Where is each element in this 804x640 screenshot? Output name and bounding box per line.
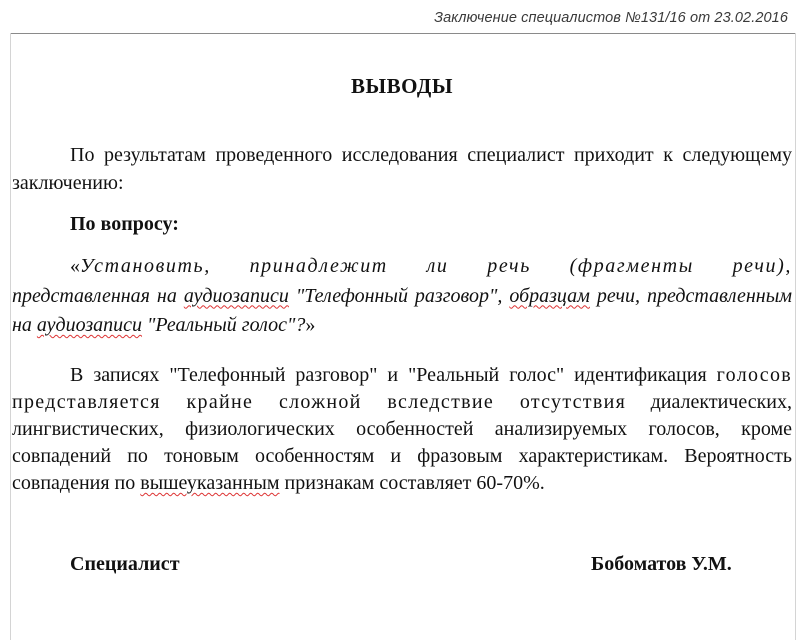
quote-open: « bbox=[70, 255, 80, 277]
page-border-right bbox=[795, 33, 796, 640]
signature-name: Бобоматов У.М. bbox=[591, 553, 732, 575]
intro-text: По результатам проведенного исследования специалист приходит к следующему заключению: bbox=[12, 144, 792, 194]
quote-line-3c: "Реальный голос"? bbox=[142, 314, 306, 336]
page-header: Заключение специалистов №131/16 от 23.02.2016 bbox=[434, 10, 788, 26]
conclusion-line-1: В записях "Телефонный разговор" и "Реальный голос" идентификация bbox=[70, 364, 707, 386]
quote-line-2a: представленная на bbox=[12, 284, 184, 307]
conclusion-paragraph bbox=[12, 362, 792, 497]
conclusion-line-3: диалектических, лингвистических, физиологических особенностей bbox=[12, 391, 793, 440]
quote-line-3b: аудиозаписи bbox=[36, 314, 143, 336]
quote-line-3a: представленным на bbox=[12, 284, 793, 336]
signature-role: Специалист bbox=[70, 553, 180, 575]
quote-close: » bbox=[305, 314, 316, 336]
quote-line-2d: образцам bbox=[509, 284, 590, 307]
page-border-left bbox=[10, 33, 11, 640]
conclusion-line-6: признакам составляет 60-70%. bbox=[284, 472, 545, 494]
header-divider bbox=[10, 33, 796, 34]
quote-line-2b: аудиозаписи bbox=[183, 284, 289, 307]
conclusion-line-4: анализируемых голосов, кроме совпадений по тоновым особенностям и bbox=[12, 418, 793, 467]
conclusion-line-5a: фразовым характеристикам. Вероятность совпадения по bbox=[12, 445, 793, 494]
conclusion-line-5b: вышеуказанным bbox=[140, 472, 280, 494]
quote-line-1: Установить, принадлежит ли речь (фрагменты речи), bbox=[80, 255, 792, 277]
section-title: ВЫВОДЫ bbox=[351, 74, 453, 98]
question-label: По вопросу: bbox=[70, 213, 179, 235]
quote-line-2c: "Телефонный разговор", bbox=[288, 284, 510, 307]
intro-paragraph bbox=[12, 141, 792, 197]
question-quote bbox=[12, 252, 792, 341]
conclusion-line-2: голосов представляется крайне сложной вследствие отсутствия bbox=[12, 364, 792, 413]
quote-line-2e: речи, bbox=[589, 284, 641, 307]
